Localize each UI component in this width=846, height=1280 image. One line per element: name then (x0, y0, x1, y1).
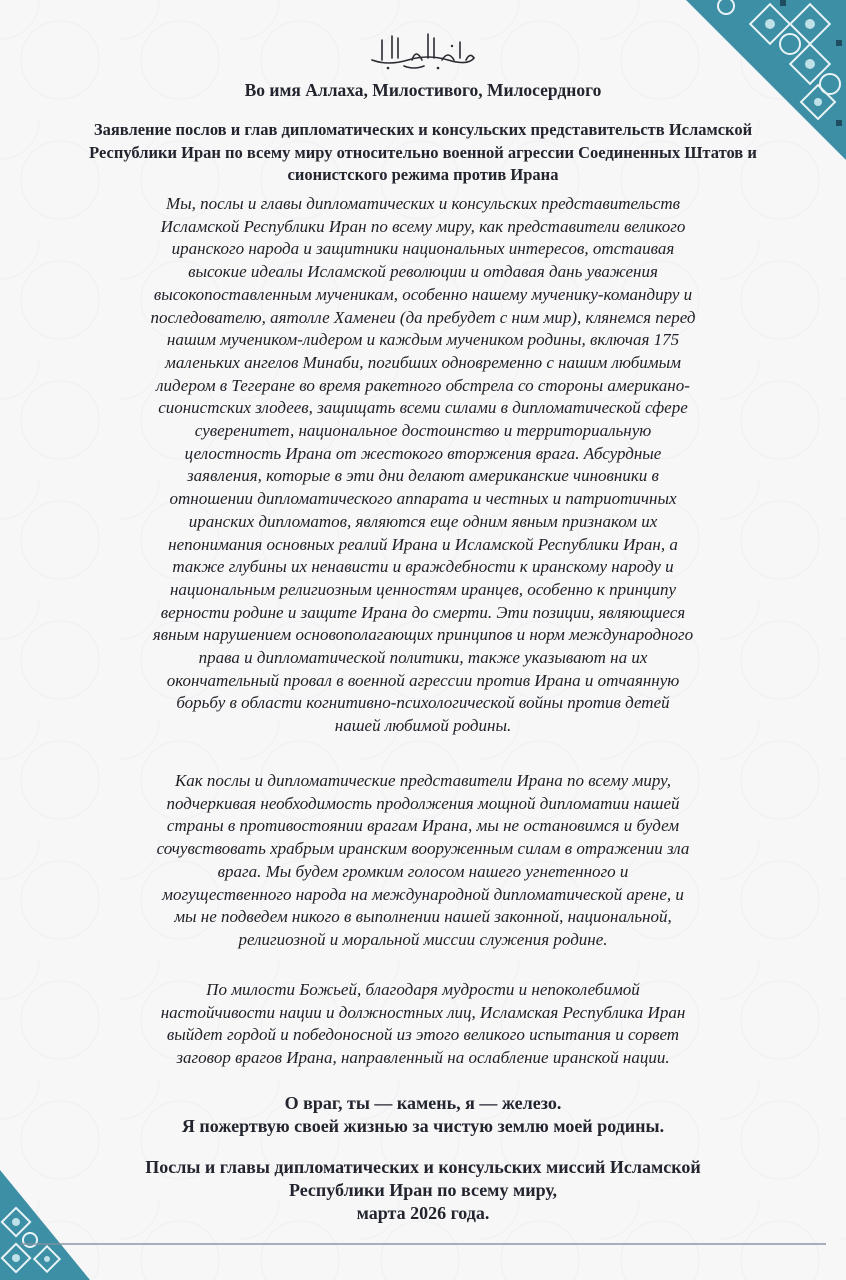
basmala-calligraphy-icon (368, 30, 478, 72)
paragraph-line: Как послы и дипломатические представители Ирана по всему миру, (174, 771, 672, 790)
paragraph-line: заявления, которые в эти дни делают американские чиновники в (187, 466, 659, 486)
signature-line: Республики Иран по всему миру, (288, 1180, 558, 1200)
paragraph-line: лидером в Тегеране во время ракетного обстрела со стороны американо- (156, 375, 690, 395)
invocation-heading: Во имя Аллаха, Милостивого, Милосердного (244, 80, 602, 100)
paragraph-line: отношении дипломатического аппарата и честных и патриотичных (169, 489, 677, 509)
paragraph-closing (120, 979, 726, 1070)
paragraph-line: врага. Мы будем громким голосом нашего угнетенного и (217, 861, 629, 881)
paragraph-line: настойчивости нации и должностных лиц, Исламская Республика Иран (160, 1002, 686, 1022)
motto-line: Я пожертвую своей жизнью за чистую землю моей родины. (181, 1116, 665, 1136)
signature-line: Послы и главы дипломатических и консульских миссий Исламской (145, 1157, 701, 1177)
bottom-divider (20, 1243, 826, 1245)
paragraph-line: мы не подведем никого в выполнении нашей законной, национальной, (174, 907, 672, 927)
paragraph-line: нашим мучеником-лидером и каждым мучеником родины, включая 175 (166, 330, 680, 350)
paragraph-line: высокопоставленным мученикам, особенно нашему мученику-командиру и (153, 284, 693, 304)
paragraph-line: явным нарушением основополагающих принципов и норм международного (152, 625, 694, 645)
paragraph-line: окончательный провал в военной агрессии против Ирана и отчаянную (166, 670, 680, 690)
paragraph-line: маленьких ангелов Минаби, погибших одновременно с нашим любимым (165, 352, 681, 372)
paragraph-line: могущественного народа на международной дипломатической арене, и (162, 884, 684, 904)
paragraph-line: национальным религиозным ценностям иранцев, особенно к принципу (169, 579, 677, 599)
paragraph-line: По милости Божьей, благодаря мудрости и непоколебимой (206, 980, 640, 999)
paragraph-line: страны в противостоянии врагам Ирана, мы не остановимся и будем (166, 816, 680, 836)
paragraph-line: борьбу в области когнитивно-психологической войны против детей (176, 693, 670, 713)
title-line: сионистского режима против Ирана (287, 165, 559, 184)
paragraph-line: сионистских злодеев, защищать всеми силами в дипломатической сфере (158, 398, 688, 418)
paragraph-line: верности родине и защите Ирана до смерти. Эти позиции, являющиеся (160, 602, 686, 622)
title-line: Заявление послов и глав дипломатических и консульских представительств Исламской (93, 120, 753, 139)
paragraph-line: выйдет гордой и победоносной из этого великого испытания и сорвет (166, 1025, 680, 1045)
title-line: Республики Иран по всему миру относительно военной агрессии Соединенных Штатов и (89, 142, 757, 162)
paragraph-diplomacy (104, 770, 742, 952)
paragraph-line: непонимания основных реалий Ирана и Исламской Республики Иран, а (168, 534, 678, 554)
paragraph-line: высокие идеалы Исламской революции и отдавая дань уважения (188, 262, 658, 282)
motto-line: О враг, ты — камень, я — железо. (284, 1093, 562, 1113)
paragraph-line: нашей любимой родины. (334, 716, 512, 736)
paragraph-line: также глубины их ненависти и враждебности к иранскому народу и (172, 557, 674, 577)
motto (0, 1092, 846, 1138)
signature-line: марта 2026 года. (356, 1203, 490, 1223)
paragraph-line: суверенитет, национальное достоинство и территориальную (194, 421, 652, 441)
paragraph-line: иранского народа и защитники национальных интересов, отстаивая (171, 239, 675, 259)
paragraph-line: права и дипломатической политики, также указывают на их (198, 648, 648, 668)
paragraph-line: сочувствовать храбрым иранским вооруженным силам в отражении зла (156, 839, 690, 859)
basmala-calligraphy (0, 30, 846, 77)
paragraph-oath (96, 193, 750, 738)
paragraph-line: последователю, аятолле Хаменеи (да пребудет с ним мир), клянемся перед (150, 307, 696, 327)
signature-block (70, 1156, 776, 1225)
paragraph-line: иранских дипломатов, являются еще одним явным признаком их (188, 511, 658, 531)
paragraph-line: заговор врагов Ирана, направленный на ослабление иранской нации. (176, 1048, 670, 1068)
paragraph-line: Исламской Республики Иран по всему миру, как представители великого (160, 216, 686, 236)
statement-title (40, 119, 806, 187)
paragraph-line: Мы, послы и главы дипломатических и консульских представительств (165, 194, 681, 213)
paragraph-line: целостность Ирана от жестокого вторжения врага. Абсурдные (184, 443, 662, 463)
paragraph-line: подчеркивая необходимость продолжения мощной дипломатии нашей (166, 793, 680, 813)
paragraph-line: религиозной и моральной миссии служения родине. (238, 929, 608, 949)
